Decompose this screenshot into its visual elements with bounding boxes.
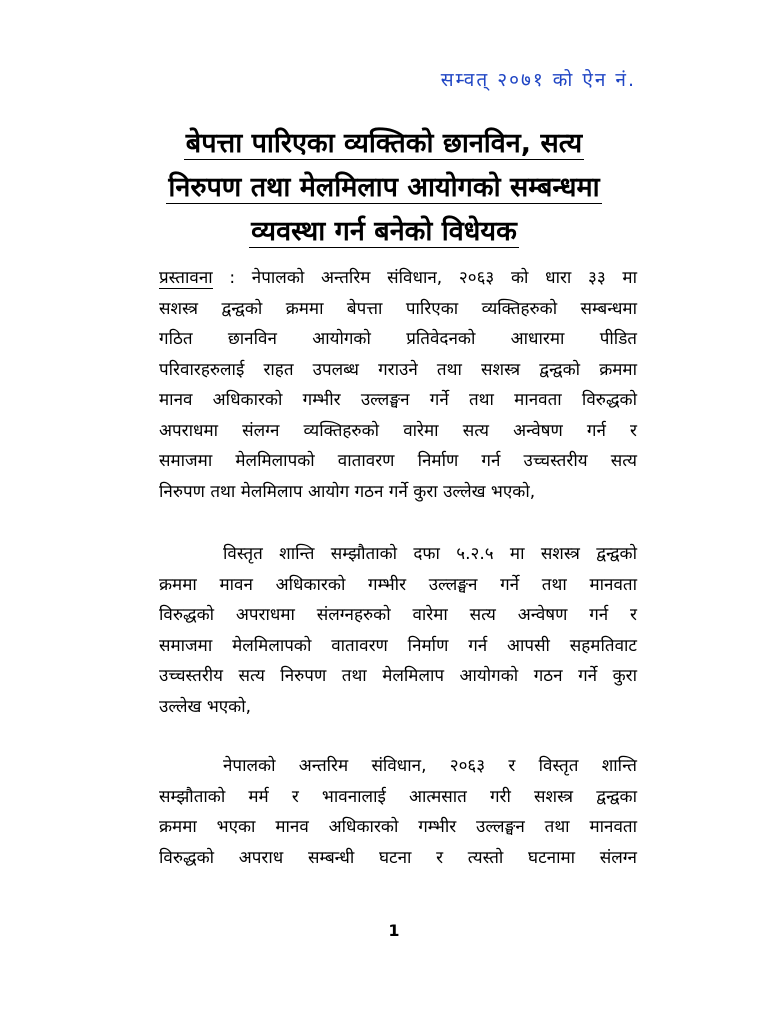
paragraph-3-line-3: क्रममा भएका मानव अधिकारको गम्भीर उल्लङ्घन तथा मानवता <box>159 817 637 837</box>
page-number: 1 <box>388 921 400 940</box>
preamble-label: प्रस्तावना <box>159 268 213 288</box>
title-line-3: व्यवस्था गर्न बनेको विधेयक <box>251 216 517 247</box>
preamble-paragraph <box>159 263 637 507</box>
preamble-line-8: निरुपण तथा मेलमिलाप आयोग गठन गर्ने कुरा उल्लेख भएको, <box>159 481 536 502</box>
paragraph-2-line-3: विरुद्धको अपराधमा संलग्नहरुको वारेमा सत्य अन्वेषण गर्न र <box>159 605 637 625</box>
paragraph-2-line-5: उच्चस्तरीय सत्य निरुपण तथा मेलमिलाप आयोगको गठन गर्ने कुरा <box>159 666 637 686</box>
preamble-line-4: परिवारहरुलाई राहत उपलब्ध गराउने तथा सशस्त्र द्वन्द्वको क्रममा <box>159 359 637 380</box>
paragraph-2-line-6: उल्लेख भएको, <box>159 696 252 717</box>
act-number-header: सम्वत् २०७१ को ऐन नं. <box>440 69 636 91</box>
preamble-line-2: सशस्त्र द्वन्द्वको क्रममा बेपत्ता पारिएका व्यक्तिहरुको सम्बन्धमा <box>159 298 637 319</box>
preamble-line-6: अपराधमा संलग्न व्यक्तिहरुको वारेमा सत्य अन्वेषण गर्न र <box>159 420 637 441</box>
title-line-2: निरुपण तथा मेलमिलाप आयोगको सम्बन्धमा <box>168 172 600 203</box>
paragraph-2 <box>159 539 637 722</box>
paragraph-3 <box>159 751 637 873</box>
paragraph-3-line-4: विरुद्धको अपराध सम्बन्धी घटना र त्यस्तो घटनामा संलग्न <box>159 847 637 868</box>
bill-title <box>0 122 768 254</box>
paragraph-3-line-1: नेपालको अन्तरिम संविधान, २०६३ र विस्तृत शान्ति <box>223 756 637 776</box>
preamble-line-7: समाजमा मेलमिलापको वातावरण निर्माण गर्न उच्चस्तरीय सत्य <box>159 451 637 471</box>
preamble-line-1: प्रस्तावना : नेपालको अन्तरिम संविधान, २०६३ को धारा ३३ मा <box>159 268 637 288</box>
paragraph-2-line-2: क्रममा मावन अधिकारको गम्भीर उल्लङ्घन गर्ने तथा मानवता <box>159 574 637 595</box>
preamble-line-5: मानव अधिकारको गम्भीर उल्लङ्घन गर्ने तथा मानवता विरुद्धको <box>159 390 637 410</box>
paragraph-2-line-4: समाजमा मेलमिलापको वातावरण निर्माण गर्न आपसी सहमतिवाट <box>159 635 637 656</box>
paragraph-2-line-1: विस्तृत शान्ति सम्झौताको दफा ५.२.५ मा सशस्त्र द्वन्द्वको <box>223 544 637 564</box>
paragraph-3-line-2: सम्झौताको मर्म र भावनालाई आत्मसात गरी सशस्त्र द्वन्द्वका <box>159 786 637 807</box>
title-line-1: बेपत्ता पारिएका व्यक्तिको छानविन, सत्य <box>185 128 583 159</box>
preamble-line-3: गठित छानविन आयोगको प्रतिवेदनको आधारमा पीडित <box>159 329 637 349</box>
